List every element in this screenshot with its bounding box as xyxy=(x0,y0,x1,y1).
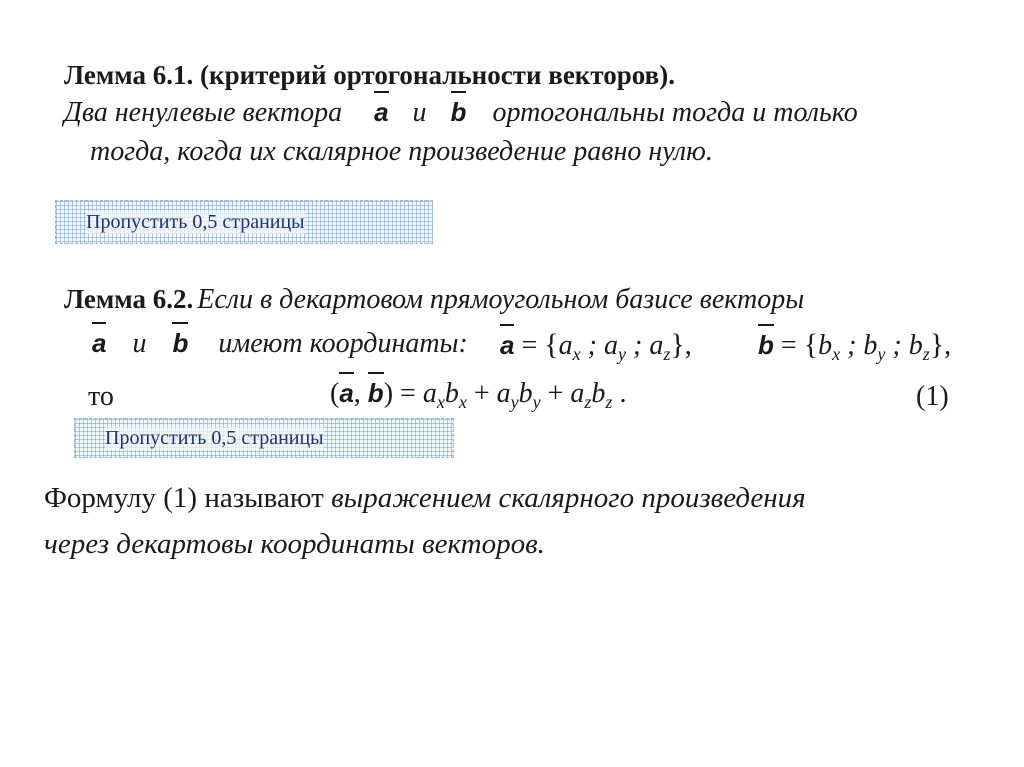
lemma-6-2-line2 xyxy=(92,328,468,360)
vector-a-symbol-2: a xyxy=(92,328,106,359)
lemma-6-2-line1 xyxy=(64,284,804,316)
lemma-6-2-intro: Если в декартовом прямоугольном базисе векторы xyxy=(197,284,805,315)
conclusion-line1 xyxy=(44,482,806,515)
skip-label-1: Пропустить 0,5 страницы xyxy=(86,210,305,233)
skip-half-page-link-2[interactable] xyxy=(74,418,454,458)
lemma-6-1-title: Лемма 6.1. (критерий ортогональности векторов). xyxy=(64,60,675,90)
dot-product-formula: ( a, $b) = a_xb_x + a_yb_y + a_zb_z$ . xyxy=(330,378,626,410)
lemma-6-1-line2: тогда, когда их скалярное произведение равно нулю. xyxy=(90,136,713,167)
coordinates-text: имеют координаты: xyxy=(218,328,468,359)
lemma-6-1-text-start: Два ненулевые вектора xyxy=(64,97,343,128)
conclusion-italic-text: выражением скалярного произведения xyxy=(331,482,806,514)
lemma-6-1-line1 xyxy=(64,97,858,129)
vector-b-symbol-2: b xyxy=(172,328,188,359)
vector-b-coordinates: $b = \{b_x$ ; $b_y$ ; $b_z$}, xyxy=(758,328,951,362)
vector-a-symbol: a xyxy=(374,97,388,128)
skip-half-page-link-1[interactable] xyxy=(55,200,433,244)
conjunction-and-2: и xyxy=(132,328,147,359)
vector-b-symbol: b xyxy=(451,97,467,128)
skip-label-2: Пропустить 0,5 страницы xyxy=(105,426,324,449)
vector-a-coordinates: $a = \{a_x$ ; $a_y$ ; $a_z$}, xyxy=(500,328,692,362)
conclusion-line2: через декартовы координаты векторов. xyxy=(44,528,545,560)
formula-number: (1) xyxy=(916,381,949,412)
lemma-6-1-text-end: ортогональны тогда и только xyxy=(492,97,858,128)
then-word: то xyxy=(88,381,114,412)
conjunction-and: и xyxy=(412,97,427,128)
conclusion-normal-text: Формулу (1) называют xyxy=(44,482,324,514)
lemma-6-2-title: Лемма 6.2. xyxy=(64,284,194,314)
